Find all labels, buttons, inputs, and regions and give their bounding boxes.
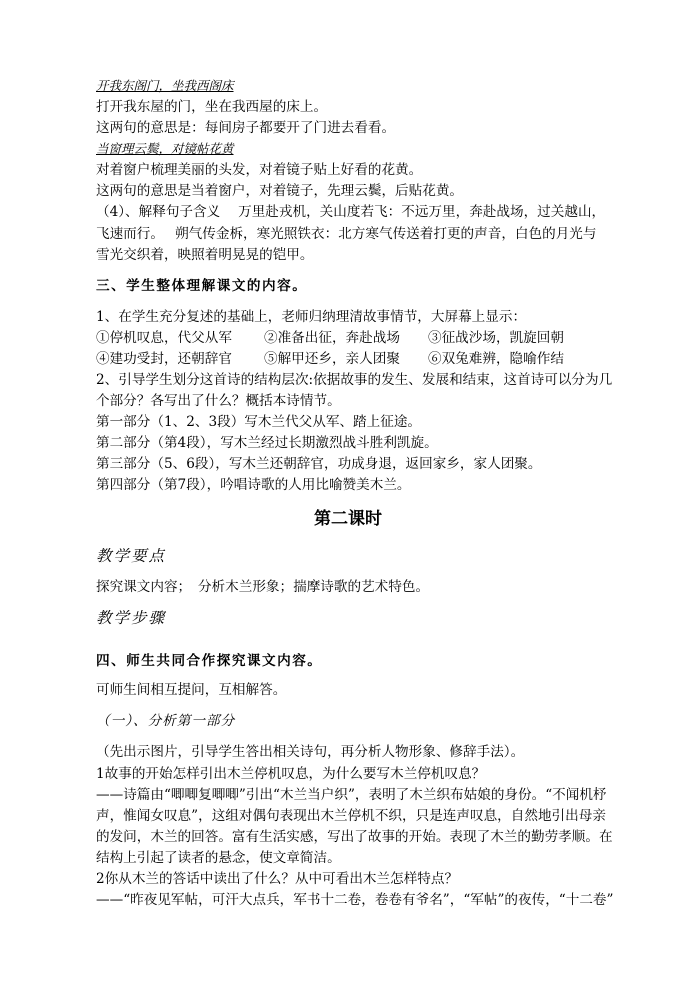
text-line: 1、在学生充分复述的基础上，老师归纳理清故事情节，大屏幕上显示：: [96, 309, 527, 325]
teaching-steps-heading: 教学步骤: [96, 609, 167, 627]
text-line: 第四部分（第7段），吟唱诗歌的人用比喻赞美木兰。: [96, 477, 411, 493]
text-line: 第一部分（1、2、3段）写木兰代父从军、踏上征途。: [96, 414, 422, 430]
text-line: 结构上引起了读者的悬念，使文章简洁。: [96, 850, 341, 866]
text-line: （先出示图片，引导学生答出相关诗句，再分析人物形象、修辞手法）。: [96, 744, 525, 760]
event-6: ⑥双兔难辨，隐喻作结: [428, 351, 564, 367]
text-line: 雪光交织着，映照着明晃晃的铠甲。: [96, 247, 314, 263]
text-line: 2你从木兰的答话中读出了什么？从中可看出木兰怎样特点？: [96, 871, 459, 887]
text-line: 可师生间相互提问，互相解答。: [96, 682, 287, 698]
text-line: 声，惟闻女叹息”，这组对偶句表现出木兰停机不织，只是连声叹息，自然地引出母亲: [96, 808, 606, 824]
text-line: 飞速而行。 朔气传金柝，寒光照铁衣：北方寒气传送着打更的声音，白色的月光与: [96, 226, 597, 242]
event-1: ①停机叹息，代父从军: [96, 330, 232, 346]
text-line: 第二部分（第4段），写木兰经过长期激烈战斗胜利凯旋。: [96, 435, 438, 451]
event-3: ③征战沙场，凯旋回朝: [428, 330, 564, 346]
subsection-heading: （一）、分析第一部分: [96, 713, 236, 729]
text-line: 这两句的意思是当着窗户，对着镜子，先理云鬓，后贴花黄。: [96, 183, 464, 199]
event-2: ②准备出征，奔赴战场: [264, 330, 400, 346]
quote-line-1: 开我东阁门，坐我西阁床: [96, 78, 234, 93]
text-line: 第三部分（5、6段），写木兰还朝辞官，功成身退，返回家乡，家人团聚。: [96, 456, 542, 472]
text-line: （4）、解释句子含义 万里赴戎机，关山度若飞：不远万里，奔赴战场，过关越山，: [96, 204, 606, 220]
teaching-points-heading: 教学要点: [96, 547, 167, 565]
event-5: ⑤解甲还乡，亲人团聚: [264, 351, 400, 367]
text-line: 探究课文内容； 分析木兰形象；揣摩诗歌的艺术特色。: [96, 579, 430, 595]
text-line: ——诗篇由“唧唧复唧唧”引出“木兰当户织”，表明了木兰织布姑娘的身份。“不闻机杼: [96, 787, 607, 803]
text-line: 2、引导学生划分这首诗的结构层次:依据故事的发生、发展和结束，这首诗可以分为几: [96, 372, 613, 388]
section-heading-4: 四、师生共同合作探究课文内容。: [96, 653, 323, 669]
text-line: ——“昨夜见军帖，可汗大点兵，军书十二卷，卷卷有爷名”，“军帖”的夜传，“十二卷”: [96, 892, 614, 908]
text-line: 1故事的开始怎样引出木兰停机叹息，为什么要写木兰停机叹息？: [96, 766, 486, 782]
text-line: 对着窗户梳理美丽的头发，对着镜子贴上好看的花黄。: [96, 162, 423, 178]
event-4: ④建功受封，还朝辞官: [96, 351, 232, 367]
section-heading-3: 三、学生整体理解课文的内容。: [96, 278, 308, 294]
text-line: 个部分？各写出了什么？概括本诗情节。: [96, 393, 341, 409]
quote-line-2: 当窗理云鬓，对镜帖花黄: [96, 141, 234, 156]
text-line: 的发问，木兰的回答。富有生活实感，写出了故事的开始。表现了木兰的勤劳孝顺。在: [96, 829, 613, 845]
text-line: 这两句的意思是：每间房子都要开了门进去看看。: [96, 120, 396, 136]
text-line: 打开我东屋的门，坐在我西屋的床上。: [96, 99, 328, 115]
lesson-title: 第二课时: [314, 509, 382, 529]
